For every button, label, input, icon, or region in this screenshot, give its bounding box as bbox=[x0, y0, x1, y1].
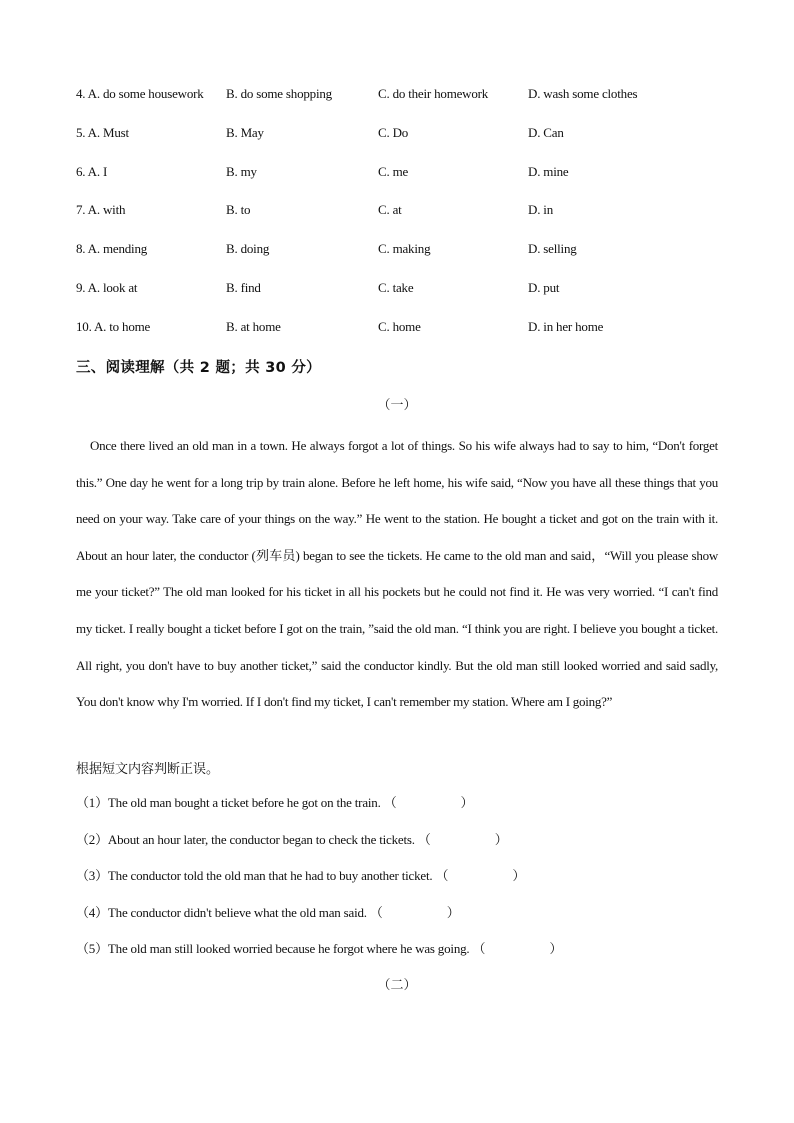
question-text: （2）About an hour later, the conductor began to check the tickets. bbox=[76, 831, 415, 847]
option-c: C. me bbox=[378, 163, 409, 179]
question-text: （5）The old man still looked worried because he forgot where he was going. bbox=[76, 941, 470, 957]
answer-blank[interactable]: （ ） bbox=[369, 904, 460, 920]
question-text: （4）The conductor didn't believe what the old man said. bbox=[76, 904, 367, 920]
question-item bbox=[76, 792, 736, 829]
option-a: 4. A. do some housework bbox=[76, 86, 204, 101]
answer-blank[interactable]: （ ） bbox=[417, 831, 508, 847]
answer-blank[interactable]: （ ） bbox=[472, 941, 563, 957]
option-c: C. making bbox=[378, 241, 431, 257]
option-d: D. wash some clothes bbox=[528, 86, 638, 101]
option-row-5 bbox=[76, 125, 736, 164]
option-a: 10. A. to home bbox=[76, 318, 151, 334]
option-row-9 bbox=[76, 280, 736, 319]
multiple-choice-options bbox=[76, 86, 736, 358]
option-c: C. do their homework bbox=[378, 86, 489, 101]
reading-passage bbox=[76, 428, 718, 721]
option-d: D. in her home bbox=[528, 318, 604, 334]
option-b: B. doing bbox=[226, 241, 270, 257]
option-row-10 bbox=[76, 319, 736, 358]
option-c: C. take bbox=[378, 279, 414, 295]
option-d: D. Can bbox=[528, 124, 564, 140]
option-d: D. mine bbox=[528, 163, 569, 179]
question-item bbox=[76, 829, 736, 866]
answer-blank[interactable]: （ ） bbox=[383, 795, 474, 810]
true-false-questions bbox=[76, 792, 736, 975]
option-a: 5. A. Must bbox=[76, 124, 129, 140]
option-a: 6. A. I bbox=[76, 163, 108, 179]
section-title: 三、阅读理解（共 2 题；共 30 分） bbox=[76, 360, 321, 376]
question-item bbox=[76, 865, 736, 902]
option-b: B. find bbox=[226, 279, 261, 295]
option-b: B. to bbox=[226, 202, 251, 218]
instruction-text: 根据短文内容判断正误。 bbox=[76, 762, 220, 777]
answer-blank[interactable]: （ ） bbox=[435, 868, 526, 884]
option-b: B. my bbox=[226, 163, 257, 179]
option-b: B. at home bbox=[226, 318, 281, 334]
passage-text: Once there lived an old man in a town. He always forgot a lot of things. So his wife always had to say to him, “Don't forget this.” One day he went for a long trip by train alone. Before he left home, his wife said, “Now you have all these things that you need on your way. Take care of your things on the way.” He went to the station. He bought a ticket and got on the train with it. About an hour later, the conductor (列车员) began to see the tickets. He came to the old man and said，“Will you please show me your ticket?” The old man looked for his ticket in all his pockets but he could not find it. He was very worried. “I can't find my ticket. I really bought a ticket before I got on the train, ”said the old man. “I think you are right. I believe you bought a ticket. All right, you don't have to buy another ticket,” said the conductor kindly. But the old man still looked worried and said sadly, You don't know why I'm worried. If I don't find my ticket, I can't remember my station. Where am I going?” bbox=[76, 438, 718, 710]
option-c: C. Do bbox=[378, 124, 409, 140]
option-c: C. at bbox=[378, 202, 402, 218]
option-b: B. May bbox=[226, 124, 264, 140]
question-text: （3）The conductor told the old man that he had to buy another ticket. bbox=[76, 868, 433, 884]
option-row-8 bbox=[76, 241, 736, 280]
option-row-4 bbox=[76, 86, 736, 125]
option-a: 8. A. mending bbox=[76, 241, 148, 257]
option-b: B. do some shopping bbox=[226, 86, 332, 101]
option-d: D. put bbox=[528, 279, 560, 295]
question-item bbox=[76, 902, 736, 939]
question-text: （1）The old man bought a ticket before he got on the train. bbox=[76, 795, 381, 810]
part-two-label: （二） bbox=[377, 977, 417, 992]
option-c: C. home bbox=[378, 318, 421, 334]
part-one-label: （一） bbox=[377, 397, 417, 412]
option-d: D. selling bbox=[528, 241, 577, 257]
option-row-6 bbox=[76, 164, 736, 203]
option-a: 9. A. look at bbox=[76, 279, 138, 295]
option-d: D. in bbox=[528, 202, 554, 218]
option-row-7 bbox=[76, 202, 736, 241]
question-item bbox=[76, 938, 736, 975]
option-a: 7. A. with bbox=[76, 202, 126, 218]
